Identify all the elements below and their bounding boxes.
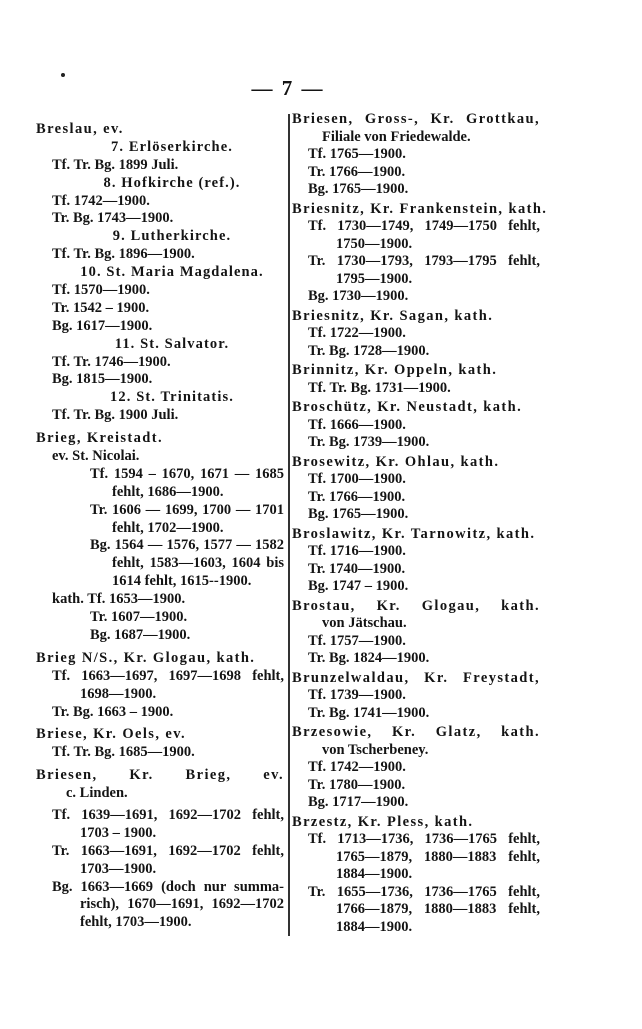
entry-heading: Briesen, Kr. Brieg, ev. — [36, 767, 284, 784]
record-line: Bg. 1747 – 1900. — [308, 578, 409, 594]
church-heading: 7. Erlöserkirche. — [111, 138, 233, 155]
record-continuation: 1703 – 1900. — [80, 824, 157, 841]
record-line: Tf. 1716—1900. — [308, 543, 406, 559]
record-line: Tr. 1766—1900. — [308, 163, 406, 180]
left-column — [36, 121, 284, 932]
right-column — [292, 111, 548, 936]
entry-heading: Brosewitz, Kr. Ohlau, kath. — [292, 453, 500, 470]
record-line: Tr. Bg. 1743—1900. — [52, 210, 174, 227]
record-line: Bg. 1765—1900. — [308, 181, 409, 197]
record-line: Bg. 1815—1900. — [52, 371, 153, 388]
record-line: Tf. Tr. Bg. 1899 Juli. — [52, 156, 179, 173]
record-line: Tr. Bg. 1728—1900. — [308, 342, 430, 359]
record-continuation: 1614 fehlt, 1615--1900. — [112, 573, 252, 590]
entry-heading: Brinnitz, Kr. Oppeln, kath. — [292, 362, 498, 378]
record-line: Tf. 1700—1900. — [308, 471, 406, 487]
record-line: Tr. 1730—1793, 1793—1795 fehlt, — [308, 253, 540, 269]
record-line: Bg. 1564 — 1576, 1577 — 1582 — [90, 537, 284, 554]
record-line: Tr. Bg. 1741—1900. — [308, 704, 430, 721]
entry-heading: Broslawitz, Kr. Tarnowitz, kath. — [292, 525, 536, 542]
entry-heading: Brzesowie, Kr. Glatz, kath. — [292, 724, 540, 740]
record-line: Tf. 1765—1900. — [308, 146, 406, 162]
record-line: Tf. 1730—1749, 1749—1750 fehlt, — [308, 218, 540, 234]
record-line: Bg. 1617—1900. — [52, 317, 153, 334]
record-line: Bg. 1717—1900. — [308, 794, 409, 810]
entry-heading: Briesnitz, Kr. Frankenstein, kath. — [292, 200, 548, 217]
record-continuation: fehlt, 1686—1900. — [112, 483, 224, 500]
record-line: Tf. 1663—1697, 1697—1698 fehlt, — [52, 667, 284, 684]
entry-heading-continuation: Filiale von Friedewalde. — [322, 128, 471, 145]
record-continuation: fehlt, 1702—1900. — [112, 519, 224, 536]
record-continuation: 1765—1879, 1880—1883 fehlt, — [336, 848, 540, 865]
print-speck — [61, 73, 65, 77]
page-number: — 7 — — [251, 76, 325, 100]
record-line: Tf. Tr. Bg. 1685—1900. — [52, 744, 195, 761]
record-line: Tr. 1606 — 1699, 1700 — 1701 — [90, 501, 284, 518]
record-line: Tf. 1742—1900. — [308, 759, 406, 775]
record-line: Tr. Bg. 1663 – 1900. — [52, 703, 174, 720]
denomination-line: kath. Tf. 1653—1900. — [52, 591, 186, 608]
record-line: Tr. Bg. 1824—1900. — [308, 650, 430, 666]
record-line: Tf. 1757—1900. — [308, 632, 406, 649]
record-line: Tf. Tr. Bg. 1731—1900. — [308, 379, 451, 396]
entry-heading: Brostau, Kr. Glogau, kath. — [292, 597, 540, 614]
entry-heading: Briesen, Gross-, Kr. Grottkau, — [292, 111, 540, 127]
record-line: Tr. 1663—1691, 1692—1702 fehlt, — [52, 842, 284, 859]
record-line: Tr. 1780—1900. — [308, 776, 406, 793]
record-line: Tf. 1739—1900. — [308, 687, 406, 703]
record-continuation: 1703—1900. — [80, 860, 157, 877]
entry-heading-continuation: von Tscherbeney. — [322, 741, 429, 758]
entry-heading: Briesnitz, Kr. Sagan, kath. — [292, 307, 494, 324]
church-heading: 10. St. Maria Magdalena. — [80, 264, 264, 281]
record-continuation: fehlt, 1583—1603, 1604 bis — [112, 555, 284, 572]
record-continuation: fehlt, 1703—1900. — [80, 914, 192, 931]
record-line: Tr. 1655—1736, 1736—1765 fehlt, — [308, 883, 540, 900]
record-line: Tf. 1639—1691, 1692—1702 fehlt, — [52, 806, 284, 823]
record-continuation: 1884—1900. — [336, 866, 413, 882]
record-line: Tf. 1570—1900. — [52, 282, 150, 299]
record-line: Tr. Bg. 1739—1900. — [308, 434, 430, 450]
column-divider — [288, 114, 290, 936]
record-continuation: 1750—1900. — [336, 235, 413, 252]
record-continuation: 1795—1900. — [336, 270, 413, 287]
record-line: Tf. Tr. Bg. 1900 Juli. — [52, 407, 179, 424]
record-line: Tf. Tr. 1746—1900. — [52, 353, 171, 370]
entry-heading: Brieg, Kreistadt. — [36, 430, 164, 447]
record-line: Tf. 1742—1900. — [52, 192, 150, 209]
church-heading: 12. St. Trinitatis. — [110, 389, 234, 406]
record-continuation: 1698—1900. — [80, 685, 157, 702]
denomination-line: ev. St. Nicolai. — [52, 448, 140, 465]
record-line: Bg. 1765—1900. — [308, 506, 409, 522]
record-line: Tf. 1594 – 1670, 1671 — 1685 — [90, 465, 284, 482]
record-line: Tr. 1607—1900. — [90, 609, 188, 626]
church-heading: 8. Hofkirche (ref.). — [103, 174, 241, 191]
entry-heading: Brzestz, Kr. Pless, kath. — [292, 813, 474, 830]
church-heading: 9. Lutherkirche. — [112, 228, 232, 245]
record-line: Tf. 1722—1900. — [308, 325, 406, 341]
record-line: Tr. 1542 – 1900. — [52, 299, 150, 316]
church-heading: 11. St. Salvator. — [114, 335, 230, 352]
entry-heading-continuation: c. Linden. — [66, 785, 128, 802]
record-line: Bg. 1687—1900. — [90, 626, 191, 643]
record-line: Tf. 1713—1736, 1736—1765 fehlt, — [308, 831, 540, 847]
entry-heading: Breslau, ev. — [36, 121, 124, 137]
record-line: Bg. 1730—1900. — [308, 288, 409, 304]
entry-heading-continuation: von Jätschau. — [322, 615, 407, 631]
record-line: Tf. Tr. Bg. 1896—1900. — [52, 246, 195, 263]
entry-heading: Briese, Kr. Oels, ev. — [36, 726, 187, 743]
entry-heading: Brunzelwaldau, Kr. Freystadt, — [292, 669, 540, 686]
entry-heading: Broschütz, Kr. Neustadt, kath. — [292, 399, 523, 415]
record-line: Tr. 1740—1900. — [308, 560, 406, 577]
record-continuation: 1884—1900. — [336, 918, 413, 935]
record-continuation: 1766—1879, 1880—1883 fehlt, — [336, 901, 540, 917]
record-line: Bg. 1663—1669 (doch nur summa- — [52, 878, 284, 895]
record-line: Tf. 1666—1900. — [308, 416, 406, 433]
record-continuation: risch), 1670—1691, 1692—1702 — [80, 896, 284, 913]
entry-heading: Brieg N/S., Kr. Glogau, kath. — [36, 649, 256, 666]
record-line: Tr. 1766—1900. — [308, 488, 406, 505]
